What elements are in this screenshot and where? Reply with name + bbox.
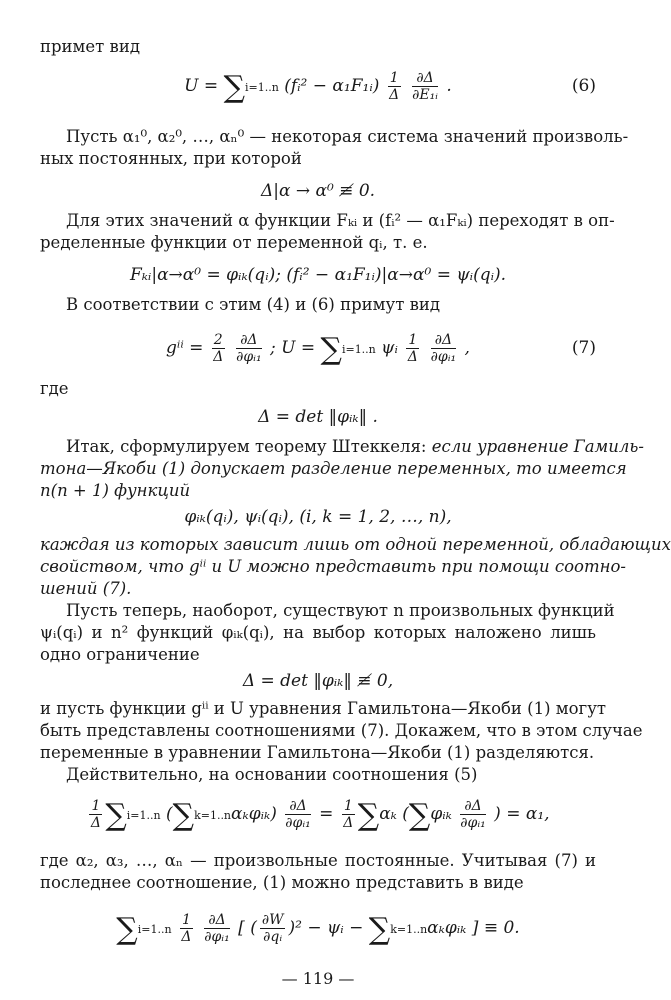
text-line: и пусть функции gⁱⁱ и U уравнения Гамильтона—Якоби (1) могут <box>40 699 607 718</box>
theorem-line: свойством, что gⁱⁱ и U можно представить при помощи соотно- <box>40 557 626 576</box>
text-line: ных постоянных, при которой <box>40 149 302 168</box>
theorem-line: каждая из которых зависит лишь от одной переменной, обладающих <box>40 535 671 554</box>
equation-final: ∑i=1..n $\frac{1}{\Delta}$ $\frac{\partial\Delta}{\text{∂φᵢ₁}}$ [ ( $\frac{\partial W}{\text{∂qᵢ}}$ )² − ψᵢ − ∑k=1..nαₖφᵢₖ ] ≡ 0. <box>116 912 520 947</box>
equation-6: U = ∑i=1..n (fᵢ² − α₁F₁ᵢ) $\frac{1}{\Delta}$ $\frac{\partial\Delta}{\text{∂E₁ᵢ}}$ . (6) <box>40 62 596 110</box>
text-line: быть представлены соотношениями (7). Докажем, что в этом случае <box>40 721 643 740</box>
fraction: $\frac{\partial\Delta}{\text{∂φᵢ₁}}$ <box>430 332 457 365</box>
text-line: Для этих значений α функции Fₖᵢ и (fᵢ² — α₁Fₖᵢ) переходят в оп- <box>66 211 615 230</box>
text-line: ψᵢ(qᵢ) и n² функций φᵢₖ(qᵢ), на выбор которых наложено лишь <box>40 623 596 642</box>
summation-sign: ∑ <box>223 70 245 105</box>
summation-sign: ∑ <box>116 912 138 947</box>
text-line: Пусть α₁⁰, α₂⁰, …, αₙ⁰ — некоторая система значений произволь- <box>66 127 629 146</box>
equation-7: gⁱⁱ = $\frac{2}{\Delta}$ $\frac{\partial\Delta}{\text{∂φᵢ₁}}$ ; U = ∑i=1..n ψᵢ $\frac{1}{\Delta}$ $\frac{\partial\Delta}{\text{∂φᵢ₁}}$ , (7) <box>40 324 596 372</box>
equation-number: (7) <box>571 338 596 358</box>
fraction: $\frac{2}{\Delta}$ <box>213 332 224 365</box>
equation-limits: Fₖᵢ|α→α⁰ = φᵢₖ(qᵢ); (fᵢ² − α₁F₁ᵢ)|α→α⁰ = ψᵢ(qᵢ). <box>129 265 507 285</box>
summation-sign: ∑ <box>320 332 342 367</box>
equation-functions: φᵢₖ(qᵢ), ψᵢ(qᵢ), (i, k = 1, 2, …, n), <box>184 507 452 527</box>
fraction: $\frac{1}{\Delta}$ <box>181 912 192 945</box>
theorem-line: шений (7). <box>40 579 132 598</box>
page-number: — 119 — <box>281 969 355 988</box>
text-line: примет вид <box>40 37 140 56</box>
theorem-line: Итак, сформулируем теорему Штеккеля: если уравнение Гамиль- <box>66 437 644 456</box>
fraction: $\frac{\partial\Delta}{\text{∂φᵢ₁}}$ <box>204 912 230 945</box>
fraction: $\frac{1}{\Delta}$ <box>343 798 354 831</box>
fraction: $\frac{1}{\Delta}$ <box>407 332 418 365</box>
fraction: $\frac{\partial\Delta}{\text{∂φᵢ₁}}$ <box>236 332 262 365</box>
fraction: $\frac{\partial W}{\text{∂qᵢ}}$ <box>261 912 284 945</box>
text-line: ределенные функции от переменной qᵢ, т. е. <box>40 233 428 252</box>
summation-sign: ∑ <box>105 798 127 833</box>
equation-number: (6) <box>571 76 596 96</box>
text-line: В соответствии с этим (4) и (6) примут вид <box>66 295 441 314</box>
summation-sign: ∑ <box>172 798 195 833</box>
text-line: где <box>40 379 69 398</box>
text-line: Действительно, на основании соотношения (5) <box>66 765 478 784</box>
fraction: $\frac{1}{\Delta}$ <box>90 798 101 831</box>
summation-sign: ∑ <box>357 798 380 833</box>
equation-delta-nonzero: Δ|α → α⁰ ≢ 0. <box>260 181 376 201</box>
fraction: $\frac{\partial\Delta}{\text{∂φᵢ₁}}$ <box>285 798 311 831</box>
fraction: $\frac{\partial\Delta}{\text{∂φᵢ₁}}$ <box>460 798 486 831</box>
theorem-line: тона—Якоби (1) допускает разделение переменных, то имеется <box>40 459 627 478</box>
theorem-line: n(n + 1) функций <box>40 481 191 500</box>
equation-determinant-nonzero: Δ = det ‖φᵢₖ‖ ≢ 0, <box>242 671 394 691</box>
summation-sign: ∑ <box>368 912 391 947</box>
text-line: где α₂, α₃, …, αₙ — произвольные постоянные. Учитывая (7) и <box>40 851 596 870</box>
equation-determinant: Δ = det ‖φᵢₖ‖ . <box>258 407 378 427</box>
summation-sign: ∑ <box>408 798 431 833</box>
text-line: одно ограничение <box>40 645 200 664</box>
fraction: $\frac{1}{\Delta}$ <box>389 70 400 103</box>
text-line: Пусть теперь, наоборот, существуют n произвольных функций <box>66 601 615 620</box>
equation-summation: $\frac{1}{\Delta}$ ∑i=1..n (∑k=1..nαₖφᵢₖ) $\frac{\partial\Delta}{\text{∂φᵢ₁}}$ = $\frac{1}{\Delta}$ ∑αₖ (∑φᵢₖ $\frac{\partial\Delta}{\text{∂φᵢ₁}}$ ) = α₁, <box>90 798 550 833</box>
text-line: переменные в уравнении Гамильтона—Якоби (1) разделяются. <box>40 743 595 762</box>
text-line: последнее соотношение, (1) можно представить в виде <box>40 873 524 892</box>
fraction: $\frac{\partial\Delta}{\text{∂E₁ᵢ}}$ <box>412 70 438 103</box>
